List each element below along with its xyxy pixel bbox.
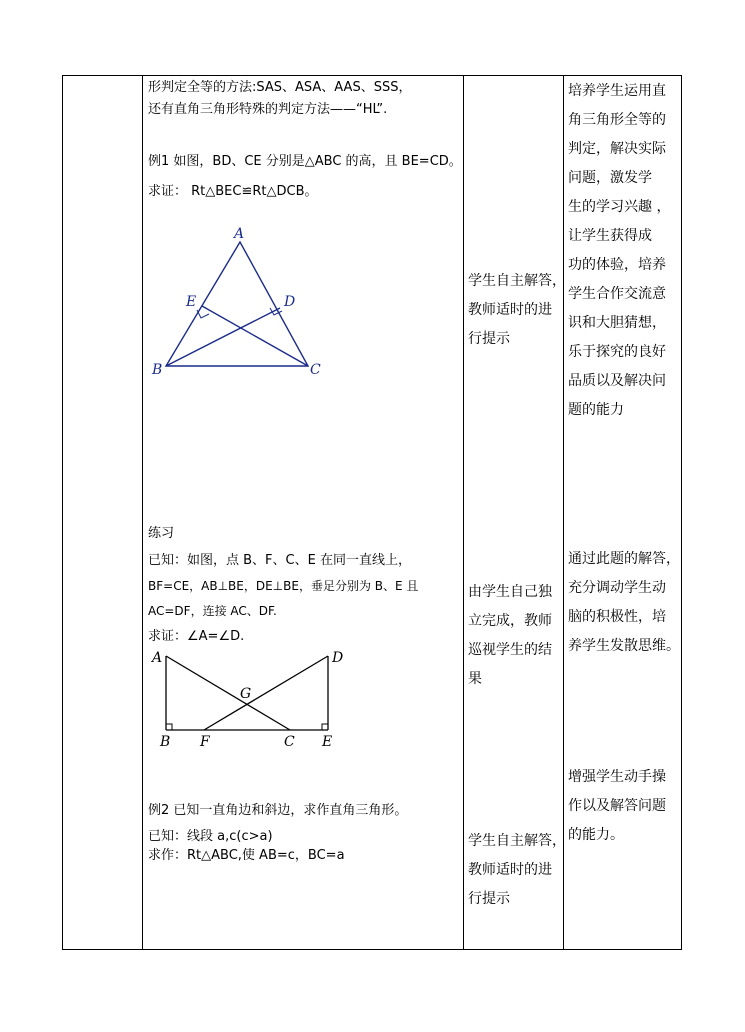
intro-line-1: 形判定全等的方法:SAS、ASA、AAS、SSS， xyxy=(148,80,412,95)
text-line: 作以及解答问题 xyxy=(568,798,666,814)
label-b: B xyxy=(160,734,171,750)
right-angle-mark-e xyxy=(322,724,328,730)
text-line: 让学生获得成 xyxy=(568,228,652,244)
practice-given-1: 已知：如图，点 B、F、C、E 在同一直线上， xyxy=(148,553,411,568)
triangle-abc-figure xyxy=(148,222,338,382)
label-g: G xyxy=(240,686,252,702)
text-line: 的能力。 xyxy=(568,827,624,843)
example1-design-intent xyxy=(568,77,680,425)
label-c: C xyxy=(284,734,295,750)
right-angle-mark-b xyxy=(166,724,172,730)
label-e: E xyxy=(186,294,197,310)
text-line: 判定，解决实际 xyxy=(568,141,666,157)
text-line: 巡视学生的结 xyxy=(468,642,552,658)
text-line: 养学生发散思维。 xyxy=(568,638,680,654)
example1-prove: 求证： Rt△BEC≌Rt△DCB。 xyxy=(148,184,318,199)
label-a: A xyxy=(152,650,163,666)
text-line: 充分调动学生动 xyxy=(568,580,666,596)
text-line: 功的体验，培养 xyxy=(568,257,666,273)
text-line: 通过此题的解答， xyxy=(568,551,680,567)
example2-teacher-activity xyxy=(468,827,564,914)
practice-design-intent xyxy=(568,545,680,661)
label-f: F xyxy=(200,734,210,750)
text-line: 角三角形全等的 xyxy=(568,112,666,128)
practice-figure xyxy=(148,646,348,750)
practice-given-3: AC=DF，连接 AC、DF. xyxy=(148,604,277,618)
text-line: 脑的积极性，培 xyxy=(568,609,666,625)
label-d: D xyxy=(284,294,296,310)
intro-line-2: 还有直角三角形特殊的判定方法——“HL”. xyxy=(148,102,388,117)
column-divider xyxy=(142,75,143,950)
text-line: 行提示 xyxy=(468,891,510,907)
example2-given: 已知：线段 a,c(c>a) xyxy=(148,829,273,844)
practice-prove: 求证：∠A=∠D. xyxy=(148,629,245,644)
column-divider xyxy=(563,75,564,950)
text-line: 由学生自己独 xyxy=(468,584,552,600)
label-a: A xyxy=(234,226,245,242)
text-line: 品质以及解决问 xyxy=(568,373,666,389)
text-line: 问题，激发学 xyxy=(568,170,652,186)
segment-df xyxy=(204,656,328,730)
text-line: 识和大胆猜想， xyxy=(568,315,666,331)
text-line: 果 xyxy=(468,671,482,687)
column-divider xyxy=(463,75,464,950)
text-line: 培养学生运用直 xyxy=(568,83,666,99)
text-line: 增强学生动手操 xyxy=(568,769,666,785)
text-line: 生的学习兴趣 ， xyxy=(568,199,671,215)
practice-title: 练习 xyxy=(148,526,175,541)
practice-given-2: BF=CE，AB⊥BE，DE⊥BE，垂足分别为 B、E 且 xyxy=(148,579,419,593)
example1-title: 例1 如图，BD、CE 分别是△ABC 的高，且 BE=CD。 xyxy=(148,154,462,169)
label-e: E xyxy=(322,734,333,750)
text-line: 行提示 xyxy=(468,331,510,347)
label-c: C xyxy=(310,362,321,378)
label-d: D xyxy=(332,650,344,666)
label-b: B xyxy=(152,362,163,378)
text-line: 题的能力 xyxy=(568,402,624,418)
text-line: 教师适时的进 xyxy=(468,302,552,318)
example2-design-intent xyxy=(568,763,680,850)
example1-teacher-activity xyxy=(468,267,564,354)
example2-title: 例2 已知一直角边和斜边，求作直角三角形。 xyxy=(148,803,408,818)
text-line: 学生合作交流意 xyxy=(568,286,666,302)
practice-teacher-activity xyxy=(468,578,564,694)
text-line: 乐于探究的良好 xyxy=(568,344,666,360)
text-line: 立完成，教师 xyxy=(468,613,552,629)
example2-construct: 求作：Rt△ABC,使 AB=c，BC=a xyxy=(148,848,345,863)
text-line: 教师适时的进 xyxy=(468,862,552,878)
text-line: 学生自主解答， xyxy=(468,273,566,289)
text-line: 学生自主解答， xyxy=(468,833,566,849)
segment-ac xyxy=(166,656,290,730)
